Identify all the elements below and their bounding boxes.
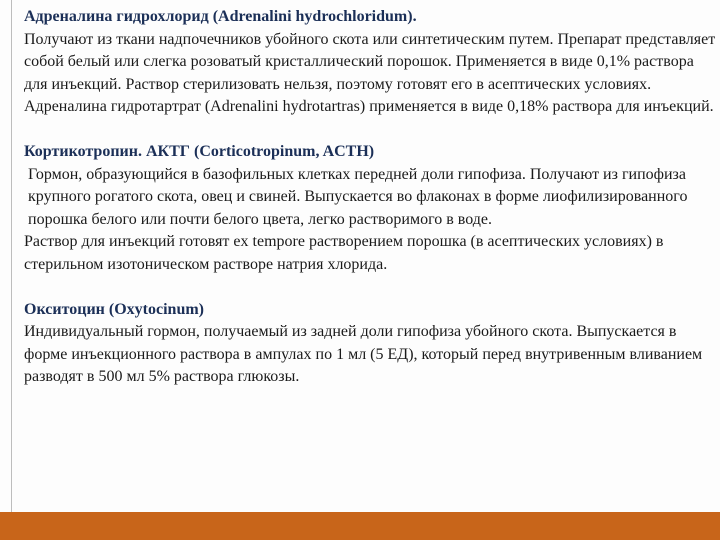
left-margin-rule	[11, 0, 12, 528]
paragraph-corticotropin-2: Раствор для инъекций готовят ex tempore растворением порошка (в асептических условиях) в стерильном изотоническом растворе натрия хлорида.	[24, 233, 664, 273]
paragraph-oxytocin: Индивидуальный гормон, получаемый из задней доли гипофиза убойного скота. Выпускается в форме инъекционного раствора в ампулах по 1 мл (5 ЕД), который перед внутривенным вливанием разводят в 500 мл 5% раствора глюкозы.	[24, 323, 703, 386]
document-body	[24, 6, 716, 411]
section-heading-corticotropin: Кортикотропин. АКТГ (Corticotropinum, ACTH)	[24, 142, 375, 160]
section-heading-oxytocin: Окситоцин (Oxytocinum)	[24, 300, 204, 318]
section-oxytocin	[24, 299, 716, 389]
section-adrenaline	[24, 6, 716, 119]
bottom-accent-bar	[0, 512, 720, 540]
paragraph-corticotropin-1: Гормон, образующийся в базофильных клетках передней доли гипофиза. Получают из гипофиза крупного рогатого скота, овец и свиней. Выпускается во флаконах в форме лиофилизированного порошка белого или почти белого цвета, легко растворимого в воде.	[28, 165, 688, 228]
section-heading-adrenaline: Адреналина гидрохлорид (Adrenalini hydrochloridum).	[24, 8, 417, 25]
section-corticotropin	[24, 141, 716, 277]
paragraph-adrenaline: Получают из ткани надпочечников убойного скота или синтетическим путем. Препарат представляет собой белый или слегка розоватый кристаллический порошок. Применяется в виде 0,1% раствора для инъекций. Раствор стерилизовать нельзя, поэтому готовят его в асептических условиях. Адреналина гидротартрат (Adrenalini hydrotartras) применяется в виде 0,18% раствора для инъекций.	[24, 30, 716, 116]
